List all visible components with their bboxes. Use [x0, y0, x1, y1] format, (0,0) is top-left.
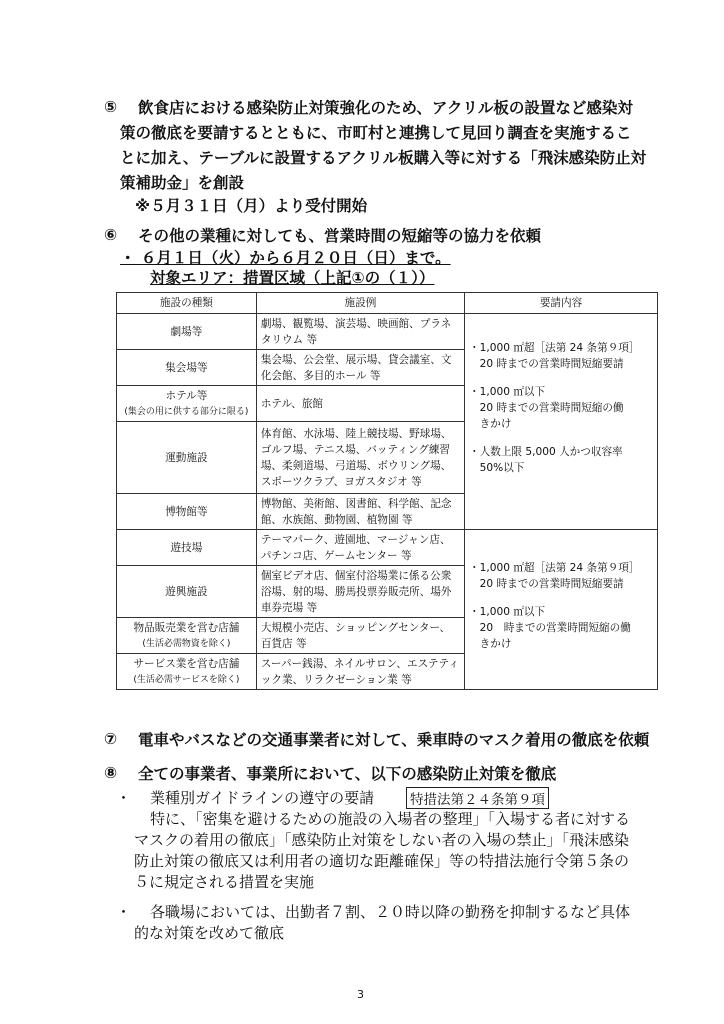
facility-type: 物品販売業を営む店舗	[133, 621, 240, 634]
request-line: 20 時までの営業時間短縮の働	[469, 622, 631, 634]
request-line: 20 時までの営業時間短縮の働	[469, 402, 624, 414]
bullet1-badge: 特措法第２４条第９項	[406, 787, 549, 809]
item6-period: ・ ６月１日（火）から６月２０日（日）まで。	[120, 249, 451, 267]
bullet2-line: 的な対策を改めて徹底	[134, 924, 285, 942]
bullet2-line: 各職場においては、出勤者７割、２０時以降の勤務を抑制するなど具体	[150, 903, 631, 921]
facility-type-cell	[117, 654, 257, 690]
item5-number: ⑤	[104, 98, 118, 116]
facility-examples: 劇場、観覧場、演芸場、映画館、プラネタリウム 等	[256, 314, 464, 350]
item8-number: ⑧	[104, 764, 118, 782]
table-header: 施設例	[256, 293, 464, 314]
facility-examples: 集会場、公会堂、展示場、貸会議室、文化会館、多目的ホール 等	[256, 350, 464, 386]
facility-type: 博物館等	[117, 494, 257, 530]
bullet1-line: 特に、「密集を避けるための施設の入場者の整理」「入場する者に対する	[150, 810, 631, 828]
request-line: 50%以下	[469, 462, 525, 474]
item6-area: 対象エリア：措置区域（上記①の（１））	[150, 269, 435, 287]
request-line: ・1,000 ㎡以下	[469, 606, 546, 618]
bullet1-line: マスクの着用の徹底」「感染防止対策をしない者の入場の禁止」「飛沫感染	[134, 831, 630, 849]
request-spacer	[469, 372, 653, 384]
request-line: ・1,000 ㎡超［法第 24 条第９項］	[469, 562, 640, 574]
table-header-row	[117, 293, 658, 314]
facility-type: 遊興施設	[117, 566, 257, 618]
bullet1-line: ５に規定される措置を実施	[134, 873, 315, 891]
request-line: ・1,000 ㎡超［法第 24 条第９項］	[469, 342, 640, 354]
item5-line: 策の徹底を要請するとともに、市町村と連携して見回り調査を実施するこ	[120, 124, 632, 142]
request-spacer	[469, 432, 653, 444]
request-line: 20 時までの営業時間短縮要請	[469, 358, 624, 370]
facility-type-cell	[117, 618, 257, 654]
table-header: 施設の種類	[117, 293, 257, 314]
facility-examples: 個室ビデオ店、個室付浴場業に係る公衆浴場、射的場、勝馬投票券販売所、場外車券売場 等	[256, 566, 464, 618]
facility-examples: 体育館、水泳場、陸上競技場、野球場、ゴルフ場、テニス場、バッティング練習場、柔剣道場、弓道場、ボウリング場、スポーツクラブ、ヨガスタジオ 等	[256, 422, 464, 494]
facility-type-cell	[117, 386, 257, 422]
item6-number: ⑥	[104, 226, 118, 244]
facility-examples: 博物館、美術館、図書館、科学館、記念館、水族館、動物園、植物園 等	[256, 494, 464, 530]
facility-type: 運動施設	[117, 422, 257, 494]
request-spacer	[469, 592, 653, 604]
facility-examples: スーパー銭湯、ネイルサロン、エステティック業、リラクゼーション業 等	[256, 654, 464, 690]
bullet1-line: 防止対策の徹底又は利用者の適切な距離確保」等の特措法施行令第５条の	[134, 852, 630, 870]
request-line: ・人数上限 5,000 人かつ収容率	[469, 446, 623, 458]
table-row	[117, 530, 658, 566]
bullet-mark: ・	[116, 789, 132, 807]
item5-line: とに加え、テーブルに設置するアクリル板購入等に対する「飛沫感染防止対	[120, 149, 647, 167]
facility-type: 劇場等	[117, 314, 257, 350]
bullet1-label: 業種別ガイドラインの遵守の要請	[150, 789, 375, 807]
request-content-group2	[465, 530, 658, 690]
facility-examples: 大規模小売店、ショッピングセンター、百貨店 等	[256, 618, 464, 654]
facility-type: 集会場等	[117, 350, 257, 386]
facility-type-note: (生活必需サービスを除く)	[133, 674, 240, 685]
table-row	[117, 314, 658, 350]
facility-type: サービス業を営む店舗	[133, 657, 240, 670]
request-line: 20 時までの営業時間短縮要請	[469, 578, 624, 590]
request-line: ・1,000 ㎡以下	[469, 386, 546, 398]
item6-title: その他の業種に対しても、営業時間の短縮等の協力を依頼	[138, 227, 542, 245]
facility-table	[116, 292, 658, 690]
request-content-group1	[465, 314, 658, 530]
bullet-mark: ・	[116, 903, 132, 921]
request-line: きかけ	[469, 418, 512, 430]
item5-note: ※５月３１日（月）より受付開始	[135, 197, 368, 215]
facility-type: 遊技場	[117, 530, 257, 566]
facility-type-note: (生活必需物資を除く)	[142, 638, 231, 649]
facility-examples: テーマパーク、遊園地、マージャン店、パチンコ店、ゲームセンター 等	[256, 530, 464, 566]
facility-examples: ホテル、旅館	[256, 386, 464, 422]
item8-title: 全ての事業者、事業所において、以下の感染防止対策を徹底	[138, 765, 557, 783]
table-header: 要請内容	[465, 293, 658, 314]
request-line: きかけ	[469, 638, 512, 650]
facility-type: ホテル等	[165, 389, 208, 402]
item5-line: 飲食店における感染防止対策強化のため、アクリル板の設置など感染対	[138, 99, 633, 117]
page-number: 3	[357, 988, 364, 1001]
item7-number: ⑦	[104, 730, 118, 748]
item7-title: 電車やバスなどの交通事業者に対して、乗車時のマスク着用の徹底を依頼	[138, 731, 650, 749]
facility-type-note: (集会の用に供する部分に限る)	[124, 406, 249, 417]
item5-line: 策補助金」を創設	[120, 174, 245, 192]
